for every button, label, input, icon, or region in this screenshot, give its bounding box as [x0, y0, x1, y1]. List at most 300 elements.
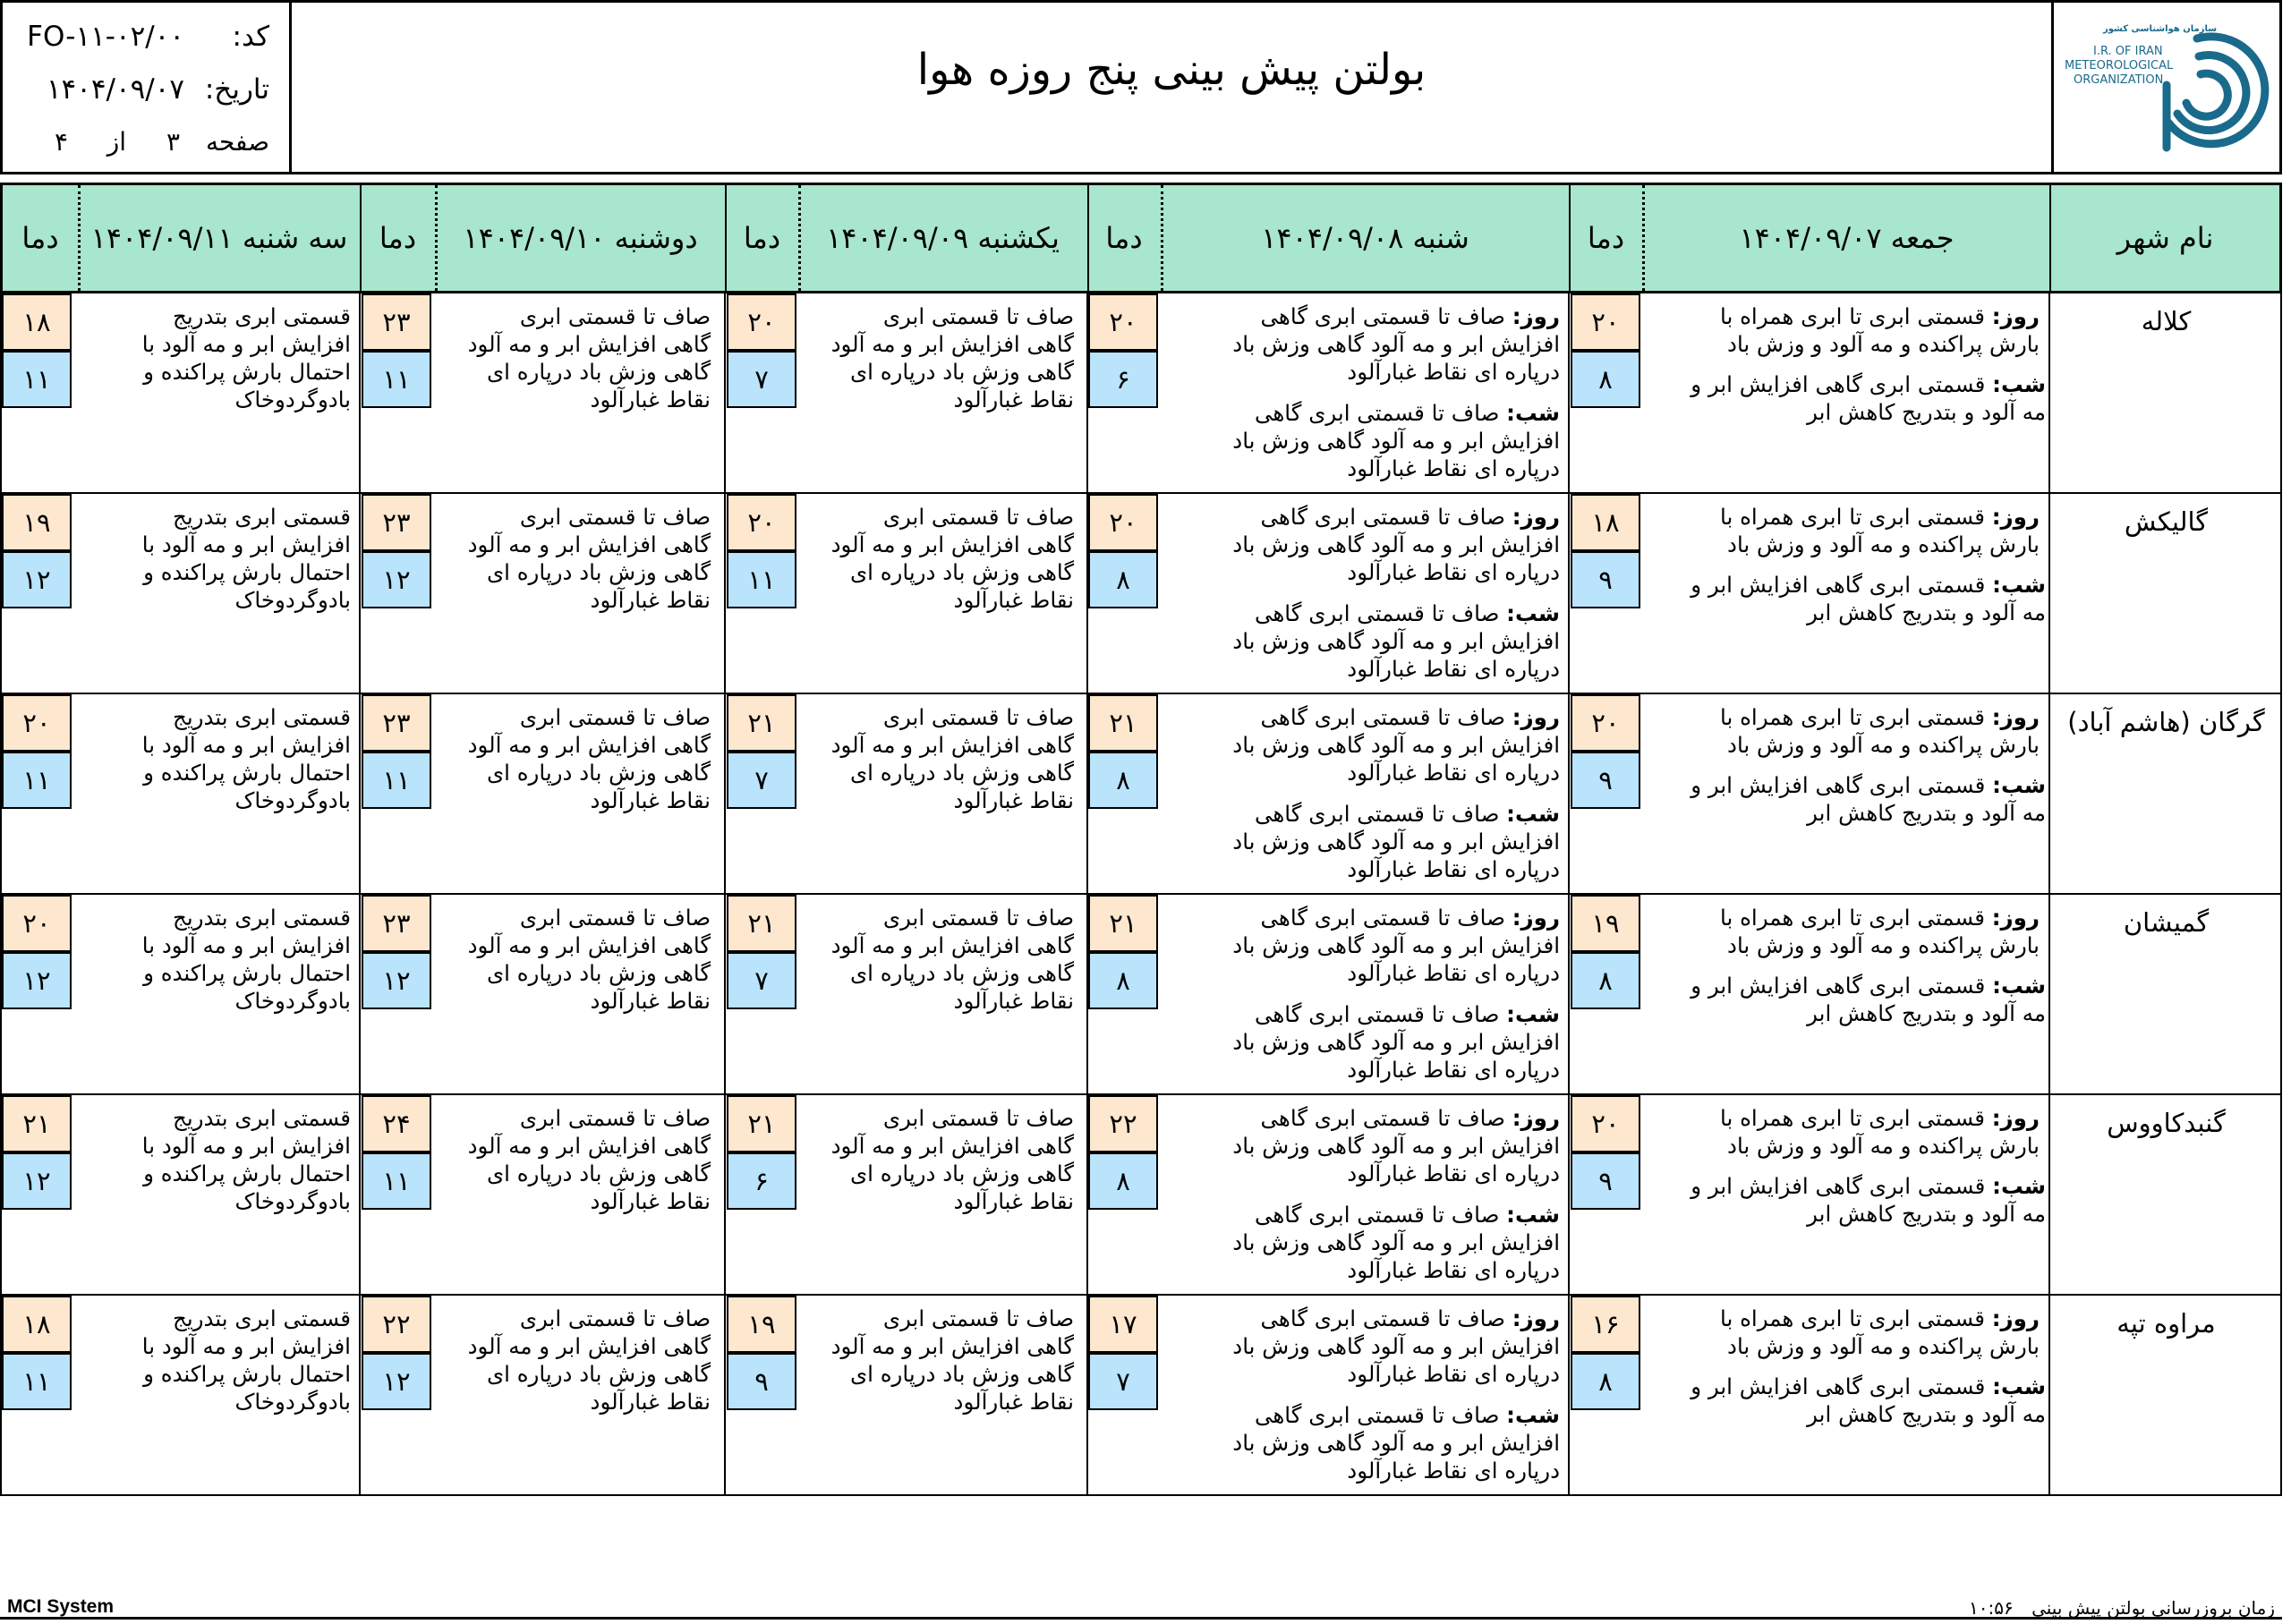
- max-temp: ۲۰: [1088, 293, 1158, 351]
- forecast-line-text: قسمتی ابری گاهی افزایش ابر و: [1691, 1373, 1986, 1399]
- max-temp: ۲۱: [2, 1095, 72, 1152]
- night-label: شب:: [1506, 600, 1560, 626]
- night-label: شب:: [1506, 1202, 1560, 1228]
- forecast-line: [1720, 703, 2040, 731]
- forecast-text: [1232, 1401, 1560, 1484]
- day-label: روز:: [1991, 504, 2040, 530]
- forecast-line-text: درپاره ای نقاط غبارآلود: [1347, 960, 1560, 986]
- forecast-text: [1232, 302, 1560, 386]
- night-label: شب:: [1992, 973, 2046, 999]
- logo-text-en-3: ORGANIZATION: [2074, 73, 2164, 87]
- forecast-line: [1232, 1104, 1560, 1132]
- forecast-line-text: گاهی وزش باد درپاره ای: [849, 1161, 1074, 1186]
- forecast-line: [142, 302, 351, 330]
- forecast-line-text: افزایش ابر و مه آلود گاهی وزش باد: [1232, 531, 1560, 557]
- forecast-line: [1232, 855, 1560, 883]
- forecast-line: [468, 558, 711, 586]
- min-temp: ۸: [1088, 952, 1158, 1009]
- row-divider: [724, 1095, 726, 1294]
- forecast-line: [468, 759, 711, 786]
- forecast-text: [831, 302, 1074, 413]
- forecast-line-text: گاهی وزش باد درپاره ای: [486, 359, 711, 385]
- forecast-line-text: قسمتی ابری گاهی افزایش ابر و: [1691, 371, 1986, 397]
- page-row: [10, 124, 269, 160]
- page-number: ۳: [166, 127, 180, 157]
- max-temp: ۲۰: [727, 293, 796, 351]
- row-divider: [359, 494, 361, 693]
- forecast-line-text: بارش پراکنده و مه آلود و وزش باد: [1727, 1133, 2040, 1159]
- forecast-line-text: مه آلود و بتدریج کاهش ابر: [1807, 1000, 2046, 1026]
- forecast-text: [468, 904, 711, 1015]
- forecast-line: [142, 531, 351, 558]
- forecast-line-text: قسمتی ابری گاهی افزایش ابر و: [1691, 572, 1986, 598]
- forecast-line-text: قسمتی ابری تا ابری همراه با: [1720, 704, 1985, 730]
- forecast-line: [142, 731, 351, 759]
- forecast-line-text: صاف تا قسمتی ابری گاهی: [1254, 400, 1500, 426]
- forecast-line: [1232, 1132, 1560, 1160]
- table-row: [0, 895, 2282, 1095]
- forecast-text: [1720, 1305, 2040, 1360]
- min-temp: ۱۱: [727, 551, 796, 608]
- forecast-line: [1232, 655, 1560, 683]
- min-temp: ۱۱: [362, 1152, 431, 1210]
- forecast-line-text: گاهی افزایش ابر و مه آلود: [467, 331, 711, 357]
- col-divider: [1569, 185, 1571, 291]
- forecast-line-text: افزایش ابر و مه آلود گاهی وزش باد: [1232, 1333, 1560, 1359]
- forecast-text: [142, 1104, 351, 1215]
- forecast-line: [468, 786, 711, 814]
- forecast-line-text: قسمتی ابری بتدریج: [173, 1305, 351, 1331]
- forecast-line-text: قسمتی ابری تا ابری همراه با: [1720, 1105, 1985, 1131]
- table-row: [0, 694, 2282, 895]
- max-temp: ۲۲: [362, 1296, 431, 1353]
- min-temp: ۸: [1088, 1152, 1158, 1210]
- min-temp: ۱۲: [2, 952, 72, 1009]
- forecast-line: [468, 931, 711, 959]
- max-temp: ۲۰: [2, 694, 72, 752]
- forecast-line: [142, 904, 351, 931]
- max-temp: ۱۹: [727, 1296, 796, 1353]
- col-divider-dotted: [798, 185, 801, 291]
- logo-icon: [2063, 13, 2273, 161]
- row-divider: [359, 895, 361, 1093]
- row-divider: [1568, 494, 1570, 693]
- forecast-line: [1232, 1332, 1560, 1360]
- night-label: شب:: [1506, 801, 1560, 827]
- night-label: شب:: [1992, 1373, 2046, 1399]
- forecast-line: [468, 1187, 711, 1215]
- update-time: [1969, 1597, 2275, 1619]
- col-divider-dotted: [1642, 185, 1645, 291]
- forecast-text: [468, 1305, 711, 1416]
- forecast-line-text: قسمتی ابری گاهی افزایش ابر و: [1691, 1173, 1986, 1199]
- forecast-line-text: صاف تا قسمتی ابری گاهی: [1260, 704, 1505, 730]
- forecast-line: [142, 503, 351, 531]
- forecast-line: [142, 1132, 351, 1160]
- forecast-line-text: صاف تا قسمتی ابری: [519, 1105, 711, 1131]
- code-label: کد:: [232, 21, 269, 53]
- page-total: ۴: [54, 127, 68, 157]
- forecast-text: [1720, 302, 2040, 358]
- forecast-line-text: صاف تا قسمتی ابری گاهی: [1254, 600, 1500, 626]
- forecast-line: [1232, 828, 1560, 855]
- forecast-line: [1232, 931, 1560, 959]
- forecast-line-text: بادوگردوخاک: [234, 787, 351, 813]
- forecast-line-text: گاهی افزایش ابر و مه آلود: [467, 531, 711, 557]
- forecast-line: [1720, 1104, 2040, 1132]
- forecast-line: [142, 931, 351, 959]
- forecast-text: [1232, 904, 1560, 987]
- forecast-text: [831, 1305, 1074, 1416]
- update-time-value: ۱۰:۵۶: [1969, 1597, 2014, 1619]
- forecast-line-text: نقاط غبارآلود: [590, 787, 711, 813]
- forecast-line-text: قسمتی ابری تا ابری همراه با: [1720, 504, 1985, 530]
- forecast-line-text: احتمال بارش پراکنده و: [143, 1161, 351, 1186]
- forecast-line: [1691, 972, 2046, 999]
- forecast-line-text: گاهی افزایش ابر و مه آلود: [467, 732, 711, 758]
- forecast-line: [831, 1388, 1074, 1416]
- forecast-line-text: مه آلود و بتدریج کاهش ابر: [1807, 399, 2046, 425]
- forecast-line-text: گاهی وزش باد درپاره ای: [849, 960, 1074, 986]
- forecast-text: [831, 1104, 1074, 1215]
- forecast-line: [1691, 1172, 2046, 1200]
- forecast-text: [1691, 370, 2046, 426]
- city-name: مراوه تپه: [2116, 1308, 2216, 1339]
- forecast-line-text: صاف تا قسمتی ابری: [882, 1305, 1074, 1331]
- max-temp: ۲۳: [362, 694, 431, 752]
- forecast-line: [468, 959, 711, 987]
- col-divider-dotted: [1161, 185, 1163, 291]
- day-label: روز:: [1991, 905, 2040, 931]
- day5-header: سه شنبه ۱۴۰۴/۰۹/۱۱: [90, 221, 348, 255]
- forecast-line-text: بارش پراکنده و مه آلود و وزش باد: [1727, 531, 2040, 557]
- min-temp: ۱۲: [2, 1152, 72, 1210]
- document-info: [3, 3, 292, 172]
- day-label: روز:: [1991, 704, 2040, 730]
- forecast-line-text: افزایش ابر و مه آلود با: [141, 732, 351, 758]
- forecast-line: [468, 358, 711, 386]
- forecast-line-text: صاف تا قسمتی ابری: [882, 504, 1074, 530]
- forecast-line-text: قسمتی ابری بتدریج: [173, 303, 351, 329]
- table-row: [0, 1095, 2282, 1296]
- max-temp: ۲۴: [362, 1095, 431, 1152]
- row-divider: [359, 293, 361, 492]
- max-temp: ۲۰: [1571, 293, 1640, 351]
- forecast-text: [1232, 1000, 1560, 1084]
- forecast-line: [831, 703, 1074, 731]
- forecast-line-text: صاف تا قسمتی ابری گاهی: [1260, 504, 1505, 530]
- forecast-line-text: مه آلود و بتدریج کاهش ابر: [1807, 1201, 2046, 1227]
- max-temp: ۲۱: [1088, 895, 1158, 952]
- min-temp: ۸: [1088, 752, 1158, 809]
- forecast-line-text: گاهی وزش باد درپاره ای: [486, 1361, 711, 1387]
- forecast-line-text: صاف تا قسمتی ابری گاهی: [1260, 303, 1505, 329]
- forecast-line-text: افزایش ابر و مه آلود با: [141, 1333, 351, 1359]
- forecast-line-text: گاهی افزایش ابر و مه آلود: [830, 932, 1074, 958]
- forecast-line: [1232, 1457, 1560, 1484]
- forecast-line-text: صاف تا قسمتی ابری گاهی: [1254, 1202, 1500, 1228]
- forecast-line-text: قسمتی ابری تا ابری همراه با: [1720, 1305, 1985, 1331]
- night-label: شب:: [1506, 1402, 1560, 1428]
- forecast-line-text: افزایش ابر و مه آلود گاهی وزش باد: [1232, 628, 1560, 654]
- forecast-line-text: افزایش ابر و مه آلود با: [141, 531, 351, 557]
- forecast-line: [1691, 370, 2046, 398]
- min-temp: ۸: [1088, 551, 1158, 608]
- row-divider: [359, 694, 361, 893]
- forecast-line: [1232, 1305, 1560, 1332]
- forecast-line: [468, 1360, 711, 1388]
- forecast-text: [1691, 571, 2046, 626]
- day3-header: یکشنبه ۱۴۰۴/۰۹/۰۹: [826, 221, 1060, 255]
- forecast-line-text: افزایش ابر و مه آلود گاهی وزش باد: [1232, 428, 1560, 454]
- forecast-line: [1232, 759, 1560, 786]
- forecast-line-text: بارش پراکنده و مه آلود و وزش باد: [1727, 331, 2040, 357]
- forecast-line-text: گاهی وزش باد درپاره ای: [849, 760, 1074, 786]
- max-temp: ۲۰: [1088, 494, 1158, 551]
- forecast-line: [831, 904, 1074, 931]
- forecast-line-text: قسمتی ابری بتدریج: [173, 905, 351, 931]
- night-label: شب:: [1506, 1001, 1560, 1027]
- forecast-text: [1720, 904, 2040, 959]
- min-temp: ۹: [1571, 1152, 1640, 1210]
- max-temp: ۲۲: [1088, 1095, 1158, 1152]
- forecast-line: [468, 1132, 711, 1160]
- day4-header: دوشنبه ۱۴۰۴/۰۹/۱۰: [463, 221, 698, 255]
- forecast-line: [1691, 999, 2046, 1027]
- forecast-text: [468, 703, 711, 814]
- forecast-line: [468, 503, 711, 531]
- forecast-text: [468, 1104, 711, 1215]
- forecast-text: [831, 503, 1074, 614]
- logo-text-en-1: I.R. OF IRAN: [2093, 45, 2163, 58]
- forecast-line: [1232, 904, 1560, 931]
- page-footer: [0, 1593, 2282, 1620]
- forecast-line-text: نقاط غبارآلود: [590, 1389, 711, 1415]
- city-name: گمیشان: [2123, 907, 2210, 938]
- forecast-line-text: احتمال بارش پراکنده و: [143, 760, 351, 786]
- forecast-line: [142, 358, 351, 386]
- forecast-line-text: نقاط غبارآلود: [953, 988, 1074, 1014]
- forecast-line: [831, 759, 1074, 786]
- forecast-line: [831, 302, 1074, 330]
- forecast-line-text: افزایش ابر و مه آلود گاهی وزش باد: [1232, 732, 1560, 758]
- forecast-line: [1232, 1429, 1560, 1457]
- forecast-line-text: درپاره ای نقاط غبارآلود: [1347, 455, 1560, 481]
- forecast-text: [142, 1305, 351, 1416]
- forecast-line-text: قسمتی ابری بتدریج: [173, 704, 351, 730]
- row-divider: [2048, 895, 2050, 1093]
- forecast-text: [1691, 1172, 2046, 1228]
- forecast-line-text: گاهی افزایش ابر و مه آلود: [830, 732, 1074, 758]
- city-name: گالیکش: [2124, 506, 2209, 537]
- forecast-line: [1720, 904, 2040, 931]
- forecast-line-text: درپاره ای نقاط غبارآلود: [1347, 1161, 1560, 1186]
- max-temp: ۲۰: [1571, 694, 1640, 752]
- row-divider: [1568, 1296, 1570, 1494]
- forecast-line: [468, 904, 711, 931]
- forecast-text: [831, 703, 1074, 814]
- temp-header-1: دما: [1587, 221, 1625, 255]
- forecast-line-text: افزایش ابر و مه آلود گاهی وزش باد: [1232, 1133, 1560, 1159]
- forecast-line: [831, 786, 1074, 814]
- min-temp: ۷: [727, 752, 796, 809]
- forecast-text: [1691, 771, 2046, 827]
- forecast-line-text: نقاط غبارآلود: [590, 1188, 711, 1214]
- forecast-line: [1232, 358, 1560, 386]
- forecast-line: [142, 1160, 351, 1187]
- forecast-line: [468, 330, 711, 358]
- system-name: MCI System: [7, 1596, 115, 1617]
- forecast-text: [142, 703, 351, 814]
- table-row: [0, 1296, 2282, 1496]
- forecast-line-text: احتمال بارش پراکنده و: [143, 1361, 351, 1387]
- forecast-line-text: افزایش ابر و مه آلود گاهی وزش باد: [1232, 331, 1560, 357]
- forecast-line-text: بادوگردوخاک: [234, 1389, 351, 1415]
- night-label: شب:: [1992, 1173, 2046, 1199]
- forecast-line-text: احتمال بارش پراکنده و: [143, 359, 351, 385]
- city-name: گنبدکاووس: [2107, 1108, 2226, 1138]
- forecast-line-text: نقاط غبارآلود: [953, 587, 1074, 613]
- max-temp: ۱۹: [1571, 895, 1640, 952]
- min-temp: ۷: [727, 952, 796, 1009]
- forecast-text: [1232, 1305, 1560, 1388]
- forecast-line-text: گاهی وزش باد درپاره ای: [849, 559, 1074, 585]
- table-row: [0, 494, 2282, 694]
- forecast-text: [1232, 703, 1560, 786]
- forecast-line-text: صاف تا قسمتی ابری: [882, 905, 1074, 931]
- forecast-line-text: صاف تا قسمتی ابری گاهی: [1260, 1105, 1505, 1131]
- row-divider: [2048, 494, 2050, 693]
- forecast-text: [1691, 1373, 2046, 1428]
- forecast-line-text: گاهی افزایش ابر و مه آلود: [467, 1133, 711, 1159]
- forecast-line: [1232, 1201, 1560, 1229]
- forecast-line-text: مه آلود و بتدریج کاهش ابر: [1807, 1401, 2046, 1427]
- forecast-line-text: افزایش ابر و مه آلود گاهی وزش باد: [1232, 1430, 1560, 1456]
- date-row: [10, 72, 269, 107]
- max-temp: ۲۱: [727, 895, 796, 952]
- date-label: تاریخ:: [204, 73, 269, 106]
- min-temp: ۱۱: [2, 752, 72, 809]
- forecast-line-text: نقاط غبارآلود: [590, 387, 711, 412]
- min-temp: ۸: [1571, 952, 1640, 1009]
- forecast-line-text: صاف تا قسمتی ابری گاهی: [1260, 1305, 1505, 1331]
- forecast-line: [1720, 503, 2040, 531]
- forecast-text: [142, 503, 351, 614]
- forecast-line: [1720, 302, 2040, 330]
- forecast-line: [1232, 531, 1560, 558]
- forecast-text: [142, 904, 351, 1015]
- min-temp: ۱۲: [362, 551, 431, 608]
- max-temp: ۲۱: [727, 1095, 796, 1152]
- forecast-line-text: بارش پراکنده و مه آلود و وزش باد: [1727, 932, 2040, 958]
- row-divider: [2048, 1296, 2050, 1494]
- row-divider: [359, 1296, 361, 1494]
- forecast-line-text: نقاط غبارآلود: [590, 587, 711, 613]
- row-divider: [724, 895, 726, 1093]
- row-divider: [2048, 694, 2050, 893]
- forecast-line: [831, 358, 1074, 386]
- forecast-line-text: درپاره ای نقاط غبارآلود: [1347, 359, 1560, 385]
- forecast-line-text: گاهی افزایش ابر و مه آلود: [830, 1133, 1074, 1159]
- forecast-line: [1720, 1305, 2040, 1332]
- forecast-line-text: احتمال بارش پراکنده و: [143, 960, 351, 986]
- forecast-line: [831, 558, 1074, 586]
- day-label: روز:: [1512, 1105, 1560, 1131]
- page-title: بولتن پیش بینی پنج روزه هوا: [916, 45, 1427, 95]
- row-divider: [1568, 895, 1570, 1093]
- forecast-line-text: نقاط غبارآلود: [590, 988, 711, 1014]
- row-divider: [2048, 1095, 2050, 1294]
- forecast-line-text: درپاره ای نقاط غبارآلود: [1347, 760, 1560, 786]
- row-divider: [1568, 694, 1570, 893]
- forecast-line: [1691, 571, 2046, 599]
- code-value: FO-۱۱-۰۲/۰۰: [27, 21, 184, 53]
- forecast-line-text: گاهی وزش باد درپاره ای: [486, 760, 711, 786]
- forecast-line-text: درپاره ای نقاط غبارآلود: [1347, 656, 1560, 682]
- row-divider: [724, 694, 726, 893]
- forecast-line-text: مه آلود و بتدریج کاهش ابر: [1807, 599, 2046, 625]
- forecast-text: [1232, 800, 1560, 883]
- page-label: صفحه: [205, 127, 269, 157]
- forecast-line-text: افزایش ابر و مه آلود گاهی وزش باد: [1232, 932, 1560, 958]
- max-temp: ۲۳: [362, 494, 431, 551]
- forecast-line: [1720, 1132, 2040, 1160]
- forecast-text: [1232, 1201, 1560, 1284]
- code-row: [10, 19, 269, 55]
- forecast-line: [142, 1305, 351, 1332]
- forecast-line-text: گاهی وزش باد درپاره ای: [849, 359, 1074, 385]
- forecast-line-text: درپاره ای نقاط غبارآلود: [1347, 1458, 1560, 1484]
- temp-header-2: دما: [1105, 221, 1143, 255]
- forecast-text: [468, 302, 711, 413]
- col-divider: [360, 185, 362, 291]
- forecast-line-text: قسمتی ابری بتدریج: [173, 1105, 351, 1131]
- col-divider-dotted: [435, 185, 438, 291]
- forecast-line: [1232, 1000, 1560, 1028]
- forecast-line-text: قسمتی ابری تا ابری همراه با: [1720, 905, 1985, 931]
- forecast-line: [142, 386, 351, 413]
- forecast-text: [1232, 1104, 1560, 1187]
- forecast-line: [1232, 302, 1560, 330]
- forecast-line-text: نقاط غبارآلود: [953, 387, 1074, 412]
- forecast-line: [142, 1187, 351, 1215]
- forecast-line: [831, 1160, 1074, 1187]
- forecast-line-text: صاف تا قسمتی ابری: [882, 1105, 1074, 1131]
- update-time-label: زمان بروزرسانی بولتن پیش بینی: [2031, 1597, 2275, 1619]
- min-temp: ۱۲: [2, 551, 72, 608]
- col-divider: [725, 185, 727, 291]
- night-label: شب:: [1992, 572, 2046, 598]
- forecast-line: [142, 558, 351, 586]
- forecast-text: [1232, 399, 1560, 482]
- max-temp: ۱۹: [2, 494, 72, 551]
- day1-header: جمعه ۱۴۰۴/۰۹/۰۷: [1739, 221, 1955, 255]
- forecast-line-text: قسمتی ابری تا ابری همراه با: [1720, 303, 1985, 329]
- min-temp: ۱۲: [362, 952, 431, 1009]
- row-divider: [1568, 293, 1570, 492]
- forecast-line: [1691, 799, 2046, 827]
- row-divider: [359, 1095, 361, 1294]
- max-temp: ۲۰: [2, 895, 72, 952]
- forecast-text: [1720, 1104, 2040, 1160]
- forecast-line: [1232, 1056, 1560, 1084]
- table-header: [0, 183, 2282, 293]
- forecast-line: [1691, 599, 2046, 626]
- min-temp: ۱۱: [362, 351, 431, 408]
- forecast-line: [468, 531, 711, 558]
- forecast-text: [1720, 503, 2040, 558]
- forecast-line: [1232, 627, 1560, 655]
